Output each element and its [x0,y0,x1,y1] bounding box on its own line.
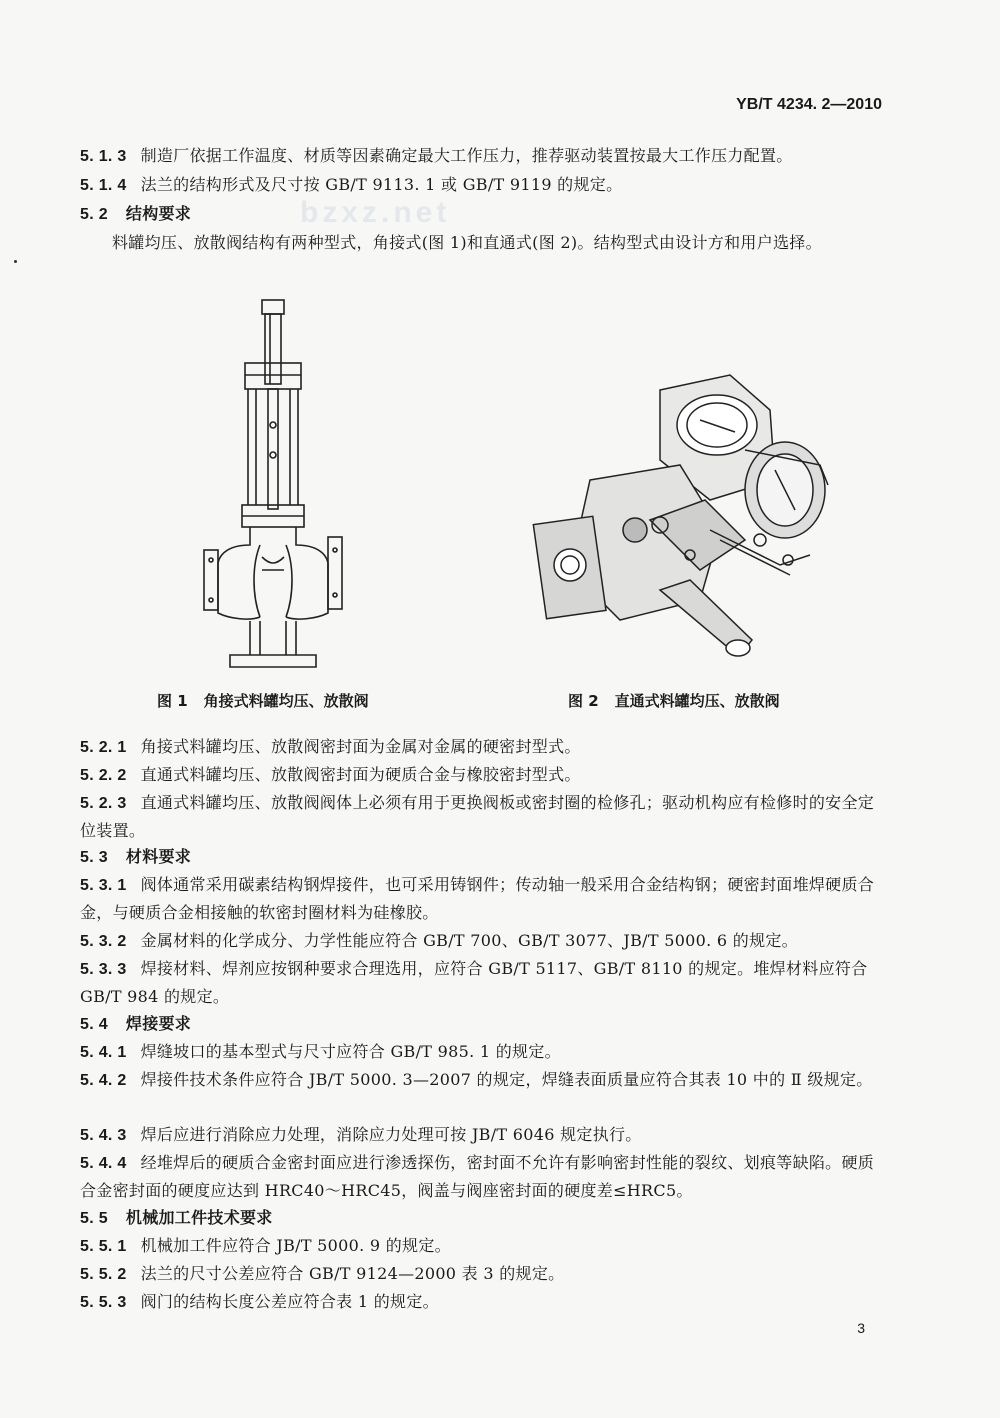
clause-number: 5. 5. 2 [80,1266,127,1283]
clause-text: 料罐均压、放散阀结构有两种型式，角接式(图 1)和直通式(图 2)。结构型式由设计方和用户选择。 [112,233,822,252]
section-title: 机械加工件技术要求 [125,1208,273,1227]
figure-title: 角接式料罐均压、放散阀 [203,692,369,710]
clause-text: 角接式料罐均压、放散阀密封面为金属对金属的硬密封型式。 [140,737,581,756]
section-heading-5-2 [80,200,880,228]
clause-5-3-3 [80,955,880,1010]
clause-number: 5. 1. 4 [80,177,127,194]
section-title: 焊接要求 [125,1014,192,1033]
clause-5-5-3 [80,1288,880,1316]
clause-5-4-1 [80,1038,880,1066]
figure-title: 直通式料罐均压、放散阀 [614,692,780,710]
clause-text: 阀门的结构长度公差应符合表 1 的规定。 [140,1292,439,1311]
clause-number: 5. 4. 2 [80,1072,127,1089]
figure-label: 图 2 [568,692,599,710]
section-heading-5-5 [80,1204,880,1232]
figure-label: 图 1 [157,692,188,710]
clause-text: 直通式料罐均压、放散阀密封面为硬质合金与橡胶密封型式。 [140,765,581,784]
clause-5-2-2 [80,761,880,789]
clause-text: 制造厂依据工作温度、材质等因素确定最大工作压力，推荐驱动装置按最大工作压力配置。 [140,146,793,165]
clause-text: 阀体通常采用碳素结构钢焊接件，也可采用铸钢件；传动轴一般采用合金结构钢；硬密封面堆焊硬质合金，与硬质合金相接触的软密封圈材料为硅橡胶。 [80,875,875,922]
clause-number: 5. 5. 3 [80,1294,127,1311]
section-number: 5. 5 [80,1210,108,1227]
clause-text: 焊接件技术条件应符合 JB/T 5000. 3—2007 的规定，焊缝表面质量应符合其表 10 中的 Ⅱ 级规定。 [140,1070,873,1089]
section-heading-5-4 [80,1010,880,1038]
clause-number: 5. 2. 3 [80,795,127,812]
clause-5-2-3 [80,789,880,844]
clause-number: 5. 5. 1 [80,1238,127,1255]
figure-1-caption [157,690,369,711]
clause-number: 5. 1. 3 [80,148,127,165]
clause-5-3-2 [80,927,880,955]
clause-5-4-2 [80,1066,880,1094]
clause-number: 5. 4. 3 [80,1127,127,1144]
clause-number: 5. 3. 1 [80,877,127,894]
watermark: bzxz.net [300,196,451,229]
structure-intro-paragraph [80,228,880,257]
section-heading-5-3 [80,843,880,871]
section-number: 5. 2 [80,206,108,223]
scan-speck [14,260,17,263]
clause-number: 5. 3. 3 [80,961,127,978]
clause-5-5-1 [80,1232,880,1260]
clause-5-2-1 [80,733,880,761]
figure-2-straight-valve-drawing [530,370,850,670]
clause-text: 焊接材料、焊剂应按钢种要求合理选用，应符合 GB/T 5117、GB/T 8110 的规定。堆焊材料应符合 GB/T 984 的规定。 [80,959,868,1006]
section-number: 5. 4 [80,1016,108,1033]
standard-code: YB/T 4234. 2—2010 [736,96,882,113]
clause-text: 经堆焊后的硬质合金密封面应进行渗透探伤，密封面不允许有影响密封性能的裂纹、划痕等缺陷。硬质合金密封面的硬度应达到 HRC40～HRC45，阀盖与阀座密封面的硬度差≤HRC5。 [80,1153,875,1200]
figure-1-angle-valve-drawing [190,295,360,675]
clause-text: 法兰的尺寸公差应符合 GB/T 9124—2000 表 3 的规定。 [140,1264,565,1283]
clause-number: 5. 4. 4 [80,1155,127,1172]
clause-5-5-2 [80,1260,880,1288]
section-title: 材料要求 [125,847,192,866]
clause-text: 金属材料的化学成分、力学性能应符合 GB/T 700、GB/T 3077、JB/T 5000. 6 的规定。 [140,931,798,950]
clause-number: 5. 3. 2 [80,933,127,950]
section-title: 结构要求 [125,204,192,223]
clause-number: 5. 4. 1 [80,1044,127,1061]
section-number: 5. 3 [80,849,108,866]
clause-5-1-4 [80,171,880,199]
clause-number: 5. 2. 2 [80,767,127,784]
clause-number: 5. 2. 1 [80,739,127,756]
clause-5-3-1 [80,871,880,926]
clause-text: 机械加工件应符合 JB/T 5000. 9 的规定。 [140,1236,451,1255]
clause-text: 焊后应进行消除应力处理，消除应力处理可按 JB/T 6046 规定执行。 [140,1125,642,1144]
clause-text: 直通式料罐均压、放散阀阀体上必须有用于更换阀板或密封圈的检修孔；驱动机构应有检修时的安全定位装置。 [80,793,875,840]
clause-5-4-3 [80,1121,880,1149]
clause-text: 法兰的结构形式及尺寸按 GB/T 9113. 1 或 GB/T 9119 的规定。 [140,175,623,194]
clause-text: 焊缝坡口的基本型式与尺寸应符合 GB/T 985. 1 的规定。 [140,1042,561,1061]
clause-5-4-4 [80,1149,880,1204]
clause-5-1-3 [80,142,880,170]
page-number: 3 [857,1320,865,1336]
figure-2-caption [568,690,780,711]
